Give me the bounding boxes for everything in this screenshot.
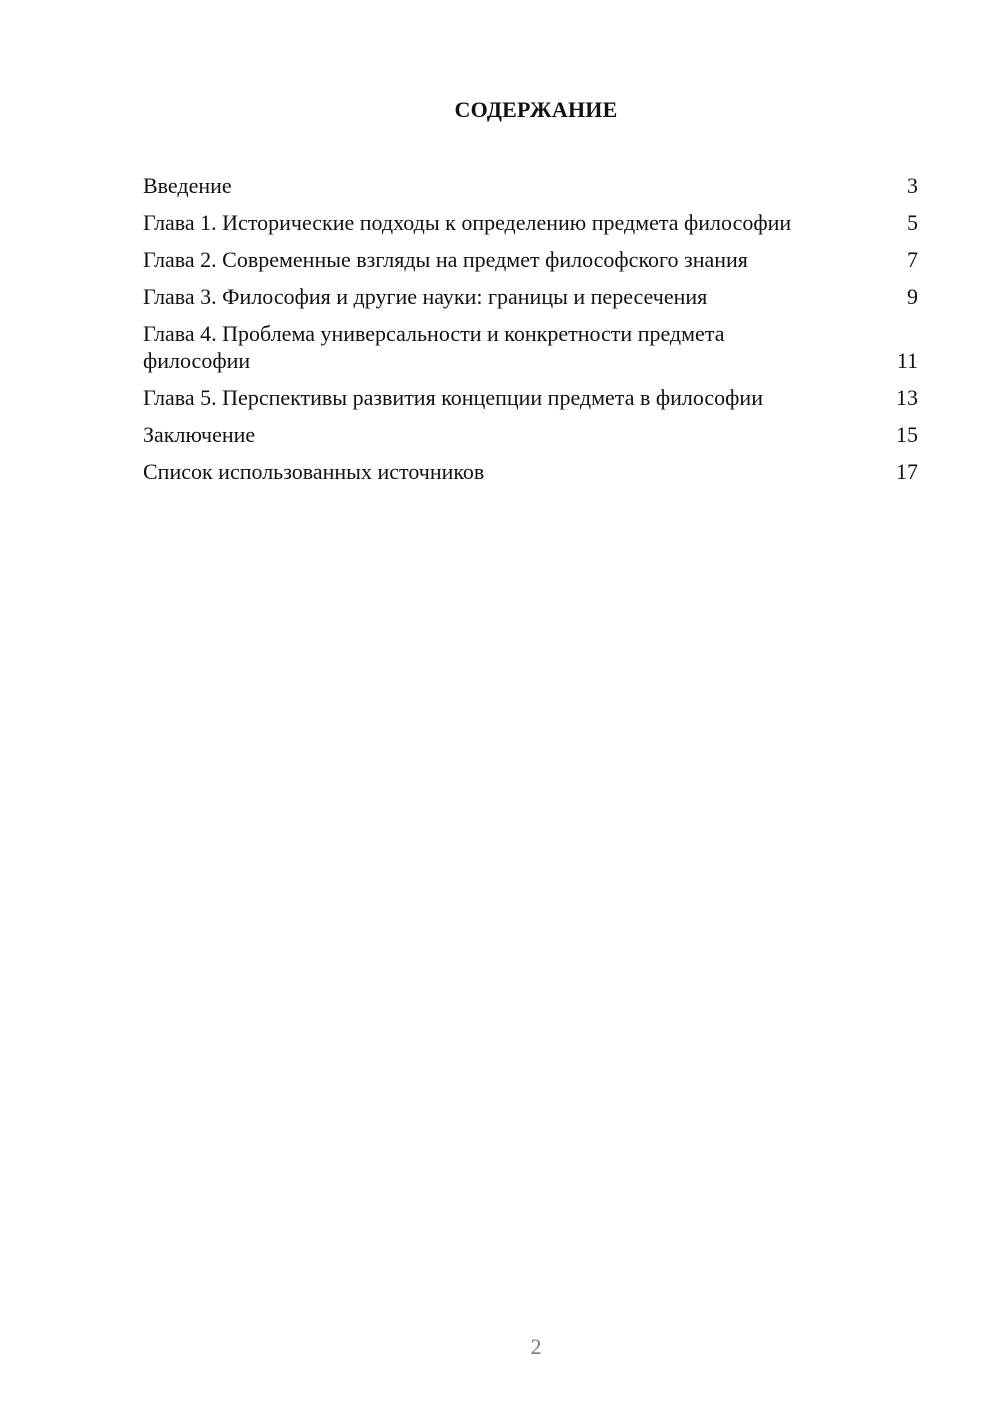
toc-entry-title: Глава 5. Перспективы развития концепции предмета в философии <box>143 385 763 410</box>
toc-entry-title: Список использованных источников <box>143 459 485 484</box>
toc-entry-page-number: 13 <box>896 385 918 410</box>
toc-entry-introduction <box>143 172 918 199</box>
toc-entry-conclusion <box>143 421 918 448</box>
toc-entry-title: Глава 2. Современные взгляды на предмет философского знания <box>143 247 748 272</box>
toc-entry-page-number: 11 <box>896 348 918 373</box>
toc-entry-chapter-5 <box>143 384 918 411</box>
toc-entry-page-number: 3 <box>907 173 918 198</box>
toc-entry-chapter-2 <box>143 246 918 273</box>
page-title: СОДЕРЖАНИЕ <box>454 97 618 122</box>
table-of-contents <box>143 172 918 495</box>
toc-entry-page-number: 15 <box>896 422 918 447</box>
toc-entry-chapter-3 <box>143 283 918 310</box>
toc-entry-title: Глава 3. Философия и другие науки: границы и пересечения <box>143 284 708 309</box>
toc-entry-page-number: 7 <box>907 247 918 272</box>
toc-entry-page-number: 5 <box>907 210 918 235</box>
toc-entry-title: Глава 1. Исторические подходы к определению предмета философии <box>143 210 792 235</box>
toc-entry-title: Заключение <box>143 422 256 447</box>
toc-entry-page-number: 9 <box>907 284 918 309</box>
toc-entry-chapter-4 <box>143 320 918 374</box>
toc-entry-title: Введение <box>143 173 232 198</box>
toc-entry-references <box>143 458 918 485</box>
page-number: 2 <box>530 1334 542 1359</box>
toc-entry-page-number: 17 <box>896 459 918 484</box>
toc-entry-chapter-1 <box>143 209 918 236</box>
toc-entry-title: Глава 4. Проблема универсальности и конкретности предмета философии <box>143 321 725 373</box>
